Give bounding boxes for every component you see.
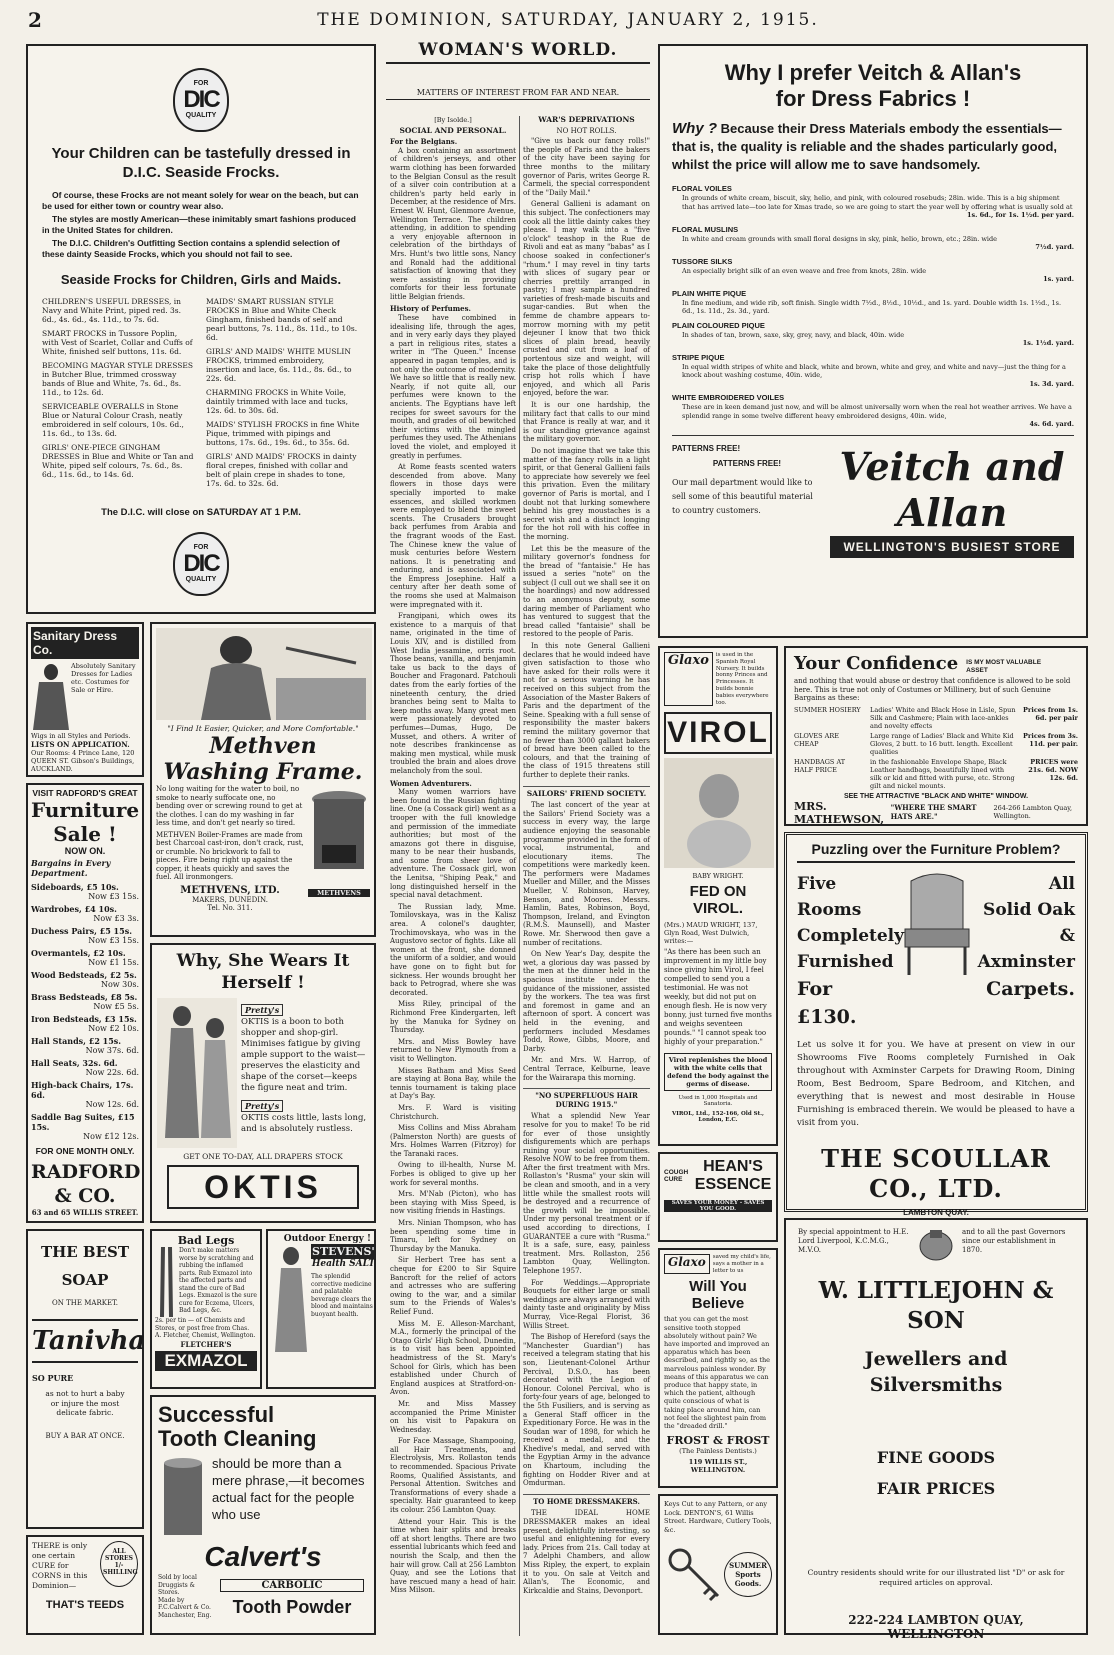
tooth-product: Tooth Powder	[232, 1597, 352, 1618]
article-paragraph: The Russian lady, Mme. Tomilovskaya, was in the Kalisz area. A colonel's daughter, Trochimovskaya, who was in the Augustovo sector of fights. Like all women at the front, she donned the uniform of a soldier, and would have gone on to fight but for sickness. Her wounds brought her back to Petrograd, where she was decorated.	[390, 902, 516, 997]
dic-item: GIRLS' AND MAIDS' FROCKS in dainty floral crepes, finished with collar and belt of plain crepe in shades to tone, 17s. 6d. to 32s. 6d.	[206, 452, 357, 488]
littlejohn-address: 222-224 LAMBTON QUAY, WELLINGTON	[848, 1613, 1024, 1641]
dic-item: GIRLS' ONE-PIECE GINGHAM DRESSES in Blue and White or Tan and White, piped self colours, 7s. 6d., 8s. 6d., 11s. 6d., to 14s. 6d.	[42, 443, 194, 479]
dressmakers-head: TO HOME DRESSMAKERS.	[523, 1494, 650, 1507]
veitch-item-body: In white and cream grounds with small floral designs in sky, pink, helio, brown, etc.; 28in. wide	[682, 234, 998, 243]
war-head: WAR'S DEPRIVATIONS	[538, 115, 635, 124]
radford-firm: RADFORD & CO.	[31, 1161, 141, 1207]
article-paragraph: Let this be the measure of the military governor's fondness for the bread of "fantaisie." He has issued a series "note" on the subject (I cull out we shall see it on the hoardings) and now addressed to an anonymous deputy, some daring member of Parliament who has ventured to suggest that the bread called "fantaisie" shall be restored to the people of Paris.	[523, 544, 650, 639]
article-paragraph: Mr. and Miss Massey accompanied the Prime Minister on his visit to Papakura on Wednesday.	[390, 1399, 516, 1434]
article-paragraph: A box containing an assortment of children's jerseys, and other warm clothing has been forwarded to the Belgian Consul as the result of a silver coin contribution at a children's party held early in December, at the residence of Mrs. Ernest W. Hunt, Glenmore Avenue, Wellington Terrace. The children attending, in addition to spending a very enjoyable afternoon in celebration of the birthdays of Mrs. Hunt's two little sons, Nancy and Ronald had the additional satisfaction of knowing that they were assisting in providing comforts for their less fortunate little Belgian friends.	[390, 146, 516, 301]
article-paragraph: "Give us back our fancy rolls!" the people of Paris and the bakers of the city have been saying for three months to the military governor of Paris, writes George R. Carmeli, the special correspondent of the "Daily Mail."	[523, 137, 650, 197]
mathewson-firm2: "WHERE THE SMART HATS ARE."	[890, 802, 977, 821]
key-illustration	[664, 1544, 724, 1604]
veitch-headline2: for Dress Fabrics !	[775, 86, 971, 111]
denton-body: Keys Cut to any Pattern, or any Lock. DENTON'S, 61 Willis Street. Hardware, Cutlery Tools, &c.	[664, 1500, 772, 1534]
sanitary-title: Sanitary Dress Co.	[31, 627, 139, 659]
veitch-item-price: 4s. 6d. yard.	[1029, 420, 1074, 428]
mathewson-address: 264-266 Lambton Quay, Wellington.	[993, 803, 1073, 820]
methven-badge: METHVENS	[308, 889, 370, 897]
radford-item-name: Overmantels, £2 10s.	[31, 948, 126, 958]
women-shopping-illustration	[157, 998, 237, 1148]
dic-item: CHARMING FROCKS in White Voile, daintily trimmed with lace and tucks, 12s. 6d. to 30s. 6d.	[206, 388, 349, 415]
veitch-item	[672, 321, 1074, 348]
radford-item-now-price: Now £3 3s.	[93, 914, 139, 923]
scoullar-ad	[784, 832, 1088, 1217]
radford-item	[31, 1112, 139, 1142]
virol-letter: (Mrs.) MAUD WRIGHT, 137, Glyn Road, West Dulwich, writes:—	[664, 921, 758, 946]
methven-ad	[150, 622, 376, 937]
mathewson-title: Your Confidence	[794, 653, 959, 674]
veitch-item-body: In fine medium, and wide rib, soft finish. Single width 7½d., 8½d., 10½d., and 1s. yard. Double width 1s. 1½d., 1s. 6d., 1s. 11d., 2s. 3d., yard.	[682, 298, 1062, 315]
scoullar-left2: Completely	[797, 926, 905, 946]
veitch-item	[672, 353, 1074, 389]
dic-logo	[173, 532, 229, 596]
article-paragraph: Owing to ill-health, Nurse M. Forbes is obliged to give up her work for several months.	[390, 1161, 516, 1187]
teeds-stamp: ALL STORES 1/- SHILLING	[100, 1541, 138, 1587]
scoullar-quay: LAMBTON QUAY.	[903, 1208, 969, 1217]
scoullar-firm: THE SCOULLAR CO., LTD.	[821, 1144, 1051, 1203]
article-paragraph: Mrs. Ninian Thompson, who has been spending some time in Timaru, left for Sydney on Thursday by the Manuka.	[390, 1219, 516, 1253]
sailors-head: SAILORS' FRIEND SOCIETY.	[523, 786, 650, 799]
badlegs-ad	[150, 1229, 262, 1389]
dic-items	[42, 297, 360, 493]
teeds-line2: THAT'S TEEDS	[45, 1599, 125, 1611]
woman-washing-illustration	[156, 628, 372, 720]
heans-cough: COUGH	[664, 1169, 689, 1176]
veitch-item-price: 7½d. yard.	[1035, 243, 1074, 251]
radford-item-name: Wardrobes, £4 10s.	[31, 904, 117, 914]
radford-item	[31, 882, 139, 902]
radford-address: 63 and 65 WILLIS STREET.	[31, 1208, 139, 1217]
veitch-item-body: In equal width stripes of white and black, white and brown, white and grey, and white and navy—just the thing for a knock about washing costume, 40in. wide,	[682, 362, 1066, 379]
dic-logo	[173, 68, 229, 132]
frost-body: that you can get the most sensitive tooth stopped absolutely without pain? We have imported and improved an apparatus which has been described, and rightly so, as the marvelous painless wonder. By means of this apparatus we can produce that happy state, in which the patient, although quite conscious of what is taking place around him, can not feel the slightest pain from the "dreaded drill."	[664, 1315, 771, 1431]
radford-ad	[26, 783, 144, 1223]
radford-visit: VISIT RADFORD'S GREAT	[32, 788, 138, 798]
dic-logo-mid: DIC	[183, 86, 219, 113]
virol-brand: VIROL	[664, 712, 772, 754]
scoullar-right2: Solid Oak &	[983, 900, 1075, 946]
virol-ad	[658, 646, 778, 1146]
article-paragraph: THE IDEAL HOME DRESSMAKER makes an ideal present, delightfully interesting, so useful and enlightening for every lady. Prices from 21s. Call today at 7 Adelphi Chambers, and allow Miss Ripley, the expert, to explain it to you. On sale at Veitch and Allan's, The Economic, and Kirkcaldie and Stains, Devonport.	[523, 1509, 650, 1595]
article-paragraph: The last concert of the year at the Sailors' Friend Society was a success in every way, the large audience enjoying the seasonable programme provided in the form of vocal, instrumental, and elocutionary items. The competitions were markedly keen. The performers were Madames Mueller and Miller, and the Misses Mueller, V. Robinson, Harvey, Benson, and Moores. Messrs. Hamlin, Bates, Robinson, Boyd, Thompson, Ireland, and Evington (R.M.S. Maunsell), and Master Rowe. Mr. Sherwood then gave a number of recitations.	[523, 801, 650, 947]
frost-ad	[658, 1248, 778, 1488]
littlejohn-goods: FINE GOODS	[876, 1448, 996, 1467]
radford-one-month: FOR ONE MONTH ONLY.	[35, 1146, 135, 1156]
radford-item-name: Hall Stands, £2 15s.	[31, 1036, 122, 1046]
tooth-made: Made by F.C.Calvert & Co. Manchester, Eng.	[158, 1596, 212, 1619]
women-head: Women Adventurers.	[390, 778, 472, 788]
virol-quote: "As there has been such an improvement in my little boy since giving him Virol, I feel compelled to send you a testimonial. He was not weekly, but did not put on enough flesh. He is now very bonny, just turned five months and weighs seventeen pounds." "I cannot speak too highly of your preparation."	[664, 948, 772, 1047]
masthead	[28, 8, 1088, 38]
scoullar-body: Let us solve it for you. We have at present on view in our Showrooms Five Rooms completely Furnished in Oak throughout with Axminster Carpets for Drawing Room, Dining Room, Best Bedroom, Spare Bedroom, and Kitchen, and everything that is newest and most desirable in House Furnishing is embraced therein. We would be pleased to have a visit from you.	[797, 1040, 1075, 1128]
perfumes-head: History of Perfumes.	[390, 304, 471, 314]
article-paragraph: At Rome feasts scented waters descended from above. Many flowers in those days were specially imported to make essences, and skilled workmen were employed to blend the sweet scents. The Crusaders brought back perfumes from Arabia and the fragrant woods of the East. The Chinese knew the value of musk centuries before Western nations. It is penetrating and enduring, and is associated with the Empress Josephine. Half a century after her death some of the rooms she used at Malmaison were impregnated with it.	[390, 463, 516, 609]
mathewson-row-price: Prices from 3s. 11d. per pair.	[1023, 731, 1078, 748]
mathewson-row	[794, 732, 1078, 756]
oktis-headline: Why, She Wears It Herself !	[176, 951, 350, 993]
dic-item: GIRLS' AND MAIDS' WHITE MUSLIN FROCKS, trimmed embroidery, insertion and lace, 6s. 11d., 8s. 6d., to 22s. 6d.	[206, 347, 352, 383]
tooth-line1: Successful	[158, 1402, 275, 1427]
heans-essence: ESSENCE	[694, 1176, 772, 1193]
radford-item	[31, 1036, 139, 1056]
legs-illustration	[155, 1247, 177, 1317]
dic-item: CHILDREN'S USEFUL DRESSES, in Navy and White Print, piped red. 3s. 6d., 4s. 6d., 4s. 11d., to 7s. 6d.	[42, 297, 182, 324]
article-paragraph: Attend your Hair. This is the time when hair splits and breaks off at short lengths. There are two essential lubricants which feed and nourish the Scalp, and then the hair will grow. Call at 256 Lambton Quay, and see the Lotions that have rescued many a head of hair. Miss Milson.	[390, 1517, 516, 1595]
article-paragraph: Miss Riley, principal of the Richmond Free Kindergarten, left by the Manuka for Sydney on Thursday.	[390, 1000, 516, 1035]
veitch-item-price: 1s. yard.	[1043, 275, 1074, 283]
radford-now-on: NOW ON.	[64, 846, 106, 856]
calverts-ad	[150, 1395, 376, 1635]
dic-para1: Of course, these Frocks are not meant solely for wear on the beach, but can be used for either town or country wear also.	[42, 190, 359, 211]
tooth-sold: Sold by local Druggists & Stores.	[158, 1574, 197, 1596]
littlejohn-firm: W. LITTLEJOHN & SON	[818, 1277, 1054, 1334]
veitch-item-head: WHITE EMBROIDERED VOILES	[672, 393, 785, 402]
dic-logo-bottom: QUALITY	[185, 112, 217, 119]
veitch-why: Why ?	[672, 120, 717, 137]
littlejohn-ad	[784, 1218, 1088, 1641]
radford-item	[31, 970, 139, 990]
stevens-title: Outdoor Energy !	[283, 1234, 371, 1244]
tanivha-title2: SOAP	[61, 1271, 109, 1289]
article-paragraph: Misses Batham and Miss Seed are staying at Bona Bay, while the tennis tournament is taking place at Day's Bay.	[390, 1066, 516, 1101]
tin-illustration	[158, 1455, 208, 1540]
column-divider	[519, 116, 520, 1636]
mathewson-row-category: GLOVES ARE CHEAP	[794, 731, 840, 748]
stevens-body: The splendid corrective medicine and palatable beverage clears the blood and maintains buoyant health.	[311, 1273, 373, 1318]
article-paragraph: Mrs. M'Nab (Picton), who has been staying with Miss Speed, is now visiting friends in Hastings.	[390, 1190, 516, 1216]
veitch-item-body: In grounds of white cream, biscuit, sky, helio, and pink, with coloured rosebuds; 28in. wide. This is a big shipment that has arrived late—too late for Xmas trade, so we are going to start the year well by offering what is usually sold at	[682, 194, 1073, 211]
oktis-p2: OKTIS costs little, lasts long, and is absolutely rustless.	[241, 1113, 367, 1134]
scoullar-right4: Carpets.	[986, 978, 1075, 1000]
article-paragraph: Miss M. E. Alleson-Marchant, M.A., formerly the principal of the Otago Girls' High School, Dunedin, is to visit has been appointed headmistress of the St. Mary's School for Girls, which has been established under Church of England auspices at Stratford-on-Avon.	[390, 1319, 516, 1397]
mathewson-row-price: PRICES were 21s. 6d. NOW 12s. 6d.	[1028, 757, 1078, 782]
radford-item-now-price: Now £5 5s.	[93, 1002, 139, 1011]
methven-title: Methven Washing Frame.	[163, 733, 363, 785]
veitch-item-head: FLORAL VOILES	[672, 184, 732, 193]
radford-item	[31, 926, 139, 946]
mathewson-row-description: Large range of Ladies' Black and White Kid Gloves, 2 butt. to 16 butt. length. Excellent qualities	[870, 731, 1014, 756]
mathewson-row-price: Prices from 1s. 6d. per pair	[1023, 705, 1078, 722]
methven-body: No long waiting for the water to boil, no smoke to nearly suffocate one, no bending over or screwing round to get at the clothes. I can do my washing in far less time, and don't get nearly so tired.	[156, 785, 303, 827]
glaxo-note: is used in the Spanish Royal Nursery. It builds bonny Princes and Princesses. It builds bonnie babies everywhere too.	[715, 652, 769, 706]
veitch-item	[672, 184, 1074, 220]
tanivha-market: ON THE MARKET.	[52, 1299, 118, 1307]
article-paragraph: What a splendid New Year resolve for you to make! To be rid for ever of those unsightly disfigurements which are perhaps ruining your social opportunities. Resolve NOW to be free from them. After the first treatment with Mrs. Rollaston's "Rusma" your skin will be clean and smooth, and in a very little while the smallest roots will be destroyed and a recurrence of the growth will be impossible. Under my personal treatment or if used according to directions, I GUARANTEE a cure with "Rusma." It is a safe, sure, easy, painless treatment. Mrs. Rollaston, 256 Lambton Quay, Wellington. Telephone 1957.	[523, 1112, 650, 1275]
radford-item	[31, 948, 139, 968]
virol-baby: BABY WRIGHT.	[692, 872, 744, 881]
dic-para2: The styles are mostly American—these inimitably smart fashions produced in the United States for children.	[42, 214, 356, 235]
hair-head: "NO SUPERFLUOUS HAIR DURING 1915."	[523, 1088, 650, 1109]
littlejohn-sub: Jewellers and Silversmiths	[864, 1348, 1008, 1396]
radford-item-now-price: Now £12 12s.	[83, 1132, 139, 1141]
social-head: SOCIAL AND PERSONAL.	[399, 125, 507, 135]
veitch-item	[672, 393, 1074, 429]
tooth-body: should be more than a mere phrase,—it becomes actual fact for the people who use	[212, 1456, 365, 1522]
article-paragraph: On New Year's Day, despite the wet, a glorious day was passed by the men at the dinner held in the spacious institute under the guidance of the missioner, assisted by the workers. The tea was first and foremost in game and an afternoon of sport. A concert was held in the evening, and performers included Mesdames Todd, Rowe, Gibbs, Moore, and Darby.	[523, 950, 650, 1053]
dic-item: MAIDS' STYLISH FROCKS in fine White Pique, trimmed with pipings and buttons, 17s. 6d., 19s. 6d., to 35s. 6d.	[206, 420, 360, 447]
littlejohn-governors: and to all the past Governors since our establishment in 1870.	[962, 1228, 1066, 1254]
radford-item-name: Duchess Pairs, £5 15s.	[31, 926, 132, 936]
tooth-line2: Tooth Cleaning	[158, 1426, 317, 1451]
radford-item-now-price: Now 12s. 6d.	[85, 1100, 139, 1109]
dic-headline: Your Children can be tastefully dressed in D.I.C. Seaside Frocks.	[51, 145, 351, 181]
mathewson-row-category: SUMMER HOSIERY	[794, 705, 861, 714]
baby-photo	[664, 758, 774, 868]
badlegs-price: 2s. per tin — of Chemists and Stores, or post free from Chas. A. Fletcher, Chemist, Wellington.	[155, 1317, 256, 1339]
article-column-right	[523, 116, 650, 1636]
mathewson-row-category: HANDBAGS AT HALF PRICE	[794, 757, 846, 774]
teeds-line1: THERE is only one certain CURE for CORNS in this Dominion—	[32, 1541, 88, 1590]
teeds-ad	[26, 1535, 144, 1635]
sanitary-ad	[26, 622, 144, 777]
article-paragraph: It is our one hardship, the military fact that calls to our mind that France is really at war, and it is our standing grievance against the military governor.	[523, 401, 650, 444]
scoullar-right3: Axminster	[977, 952, 1075, 972]
denton-ad	[658, 1494, 778, 1635]
glaxo-logo: Glaxo	[664, 1254, 710, 1274]
tanivha-title: THE BEST	[40, 1243, 130, 1261]
stevens-product: Health SALT	[311, 1259, 375, 1269]
veitch-allan-ad	[658, 44, 1088, 638]
littlejohn-appointment: By special appointment to H.E. Lord Liverpool, K.C.M.G., M.V.O.	[798, 1228, 909, 1254]
dic-items-right	[206, 297, 360, 493]
methven-maker2: MAKERS, DUNEDIN.	[192, 895, 268, 904]
veitch-because: Because their Dress Materials embody the essentials—that is, the quality is reliable and the shades particularly good, whilst the price will allow me to save handsomely.	[672, 121, 1062, 172]
article-paragraph: In this note General Gallieni declares that he would indeed have given satisfaction to those who have asked for their rolls were it not for a serious warning he has received on this subject from the Association of the Master Bakers of Paris and the department of the Seine. Speaking with a full sense of responsibility the master bakers remind the military governor that no fewer than 3000 gallant bakers of bread have been called to the colours, and that the training of the class of 1915 threatens still further to deplete their ranks.	[523, 642, 650, 779]
heans-cure: CURE	[664, 1176, 683, 1183]
article-paragraph: Mrs. and Miss Bowley have returned to New Plymouth from a visit to Wellington.	[390, 1037, 516, 1063]
veitch-item-head: STRIPE PIQUE	[672, 352, 725, 362]
oktis-pretty-logo: Pretty's	[241, 1004, 283, 1016]
frost-firm: FROST & FROST	[666, 1434, 770, 1448]
heans-ad	[658, 1152, 778, 1242]
sanitary-body2: Wigs in all Styles and Periods.	[31, 732, 131, 740]
dic-logo-top: FOR	[193, 80, 209, 87]
radford-item-now-price: Now £3 15s.	[88, 892, 139, 901]
mathewson-rows	[794, 706, 1078, 790]
dic-ad	[26, 44, 376, 614]
exmazol-brand: EXMAZOL	[155, 1351, 257, 1371]
radford-item-now-price: Now 22s. 6d.	[85, 1068, 139, 1077]
veitch-mail: Our mail department would like to sell some of this beautiful material to country customers.	[672, 477, 813, 515]
littlejohn-country: Country residents should write for our illustrated list "D" or ask for required articles on approval.	[807, 1568, 1065, 1587]
section-title: WOMAN'S WORLD.	[386, 40, 650, 64]
badlegs-title: Bad Legs	[177, 1234, 235, 1247]
frost-sub: (The Painless Dentists.)	[679, 1447, 757, 1456]
veitch-item	[672, 225, 1074, 252]
dic-items-left	[42, 297, 196, 493]
mathewson-row-description: Ladies' White and Black Hose in Lisle, Spun Silk and Cashmere; Plain with lace-ankles and novelty effects	[870, 705, 1016, 730]
oktis-get: GET ONE TO-DAY, ALL DRAPERS STOCK	[183, 1152, 343, 1161]
sanitary-address: Our Rooms: 4 Prince Lane, 120 QUEEN ST. Gibson's Buildings, AUCKLAND.	[31, 749, 135, 773]
badlegs-maker: FLETCHER'S	[180, 1339, 232, 1349]
patterns-free: PATTERNS FREE!	[672, 443, 741, 453]
mathewson-row-description: in the fashionable Envelope Shape, Black Leather handbags, beautifully lined with silk or kid and fitted with purse, etc. Strong gilt and nickel mounts.	[870, 757, 1015, 790]
veitch-item-price: 1s. 3d. yard.	[1029, 379, 1074, 388]
frost-headline: Will You Believe	[689, 1278, 747, 1313]
veitch-item-head: TUSSORE SILKS	[672, 256, 733, 266]
stevens-brand: STEVENS'	[312, 1245, 375, 1258]
radford-item	[31, 992, 139, 1012]
veitch-item-head: FLORAL MUSLINS	[672, 224, 739, 234]
radford-item-now-price: Now £2 10s.	[88, 1024, 139, 1033]
calverts-brand: Calvert's	[204, 1541, 322, 1572]
dic-para3: The D.I.C. Children's Outfitting Section contains a splendid selection of these dainty Seaside Frocks, which you should not fail to see.	[42, 238, 340, 259]
dic-item: BECOMING MAGYAR STYLE DRESSES in Butcher Blue, trimmed crossway bands of Blue and White, 7s. 6d., 8s. 11d., to 12s. 6d.	[42, 361, 194, 397]
copper-boiler-illustration	[308, 785, 370, 885]
mathewson-body: and nothing that would abuse or destroy that confidence is allowed to be sold here. This is true not only of Costumes or Millinery, but of such Genuine Bargains as these:	[794, 677, 1071, 702]
veitch-item-price: 1s. 6d., for 1s. 1½d. per yard.	[966, 211, 1074, 219]
oktis-ad	[150, 943, 376, 1223]
figure-illustration	[31, 662, 71, 732]
radford-item-name: Wood Bedsteads, £2 5s.	[31, 970, 137, 980]
virol-box: Virol replenishes the blood with the white cells that defend the body against the germs of disease.	[664, 1053, 772, 1091]
royal-crest-icon	[916, 1228, 956, 1262]
radford-item-now-price: Now £3 15s.	[88, 936, 139, 945]
tanivha-buy: BUY A BAR AT ONCE.	[45, 1431, 125, 1440]
scoullar-left3: Furnished	[797, 952, 894, 972]
page-number: 2	[28, 8, 42, 32]
patterns-free-2: PATTERNS FREE!	[712, 458, 782, 468]
heans-brand: HEAN'S	[703, 1158, 763, 1175]
veitch-headline1: Why I prefer Veitch & Allan's	[724, 60, 1022, 85]
radford-bargains: Bargains in Every Department.	[31, 858, 111, 878]
article-paragraph: Frangipani, which owes its existence to a marquis of that name, originated in the time of Louis XIV, and is distilled from West India jessamine, orris root. Those beans, vanilla, and benjamin take us back to the days of Boucher and Fragonard. Patchouli dates from the early forties of the nineteenth century, the dried branches being sent to Malta to keep moths away. Many great men were passionately devoted to perfumes—Dumas, Hugo, De Musset, and others. A writer of note describes frankincense as making men mystical, while musk troubled the brain and aloes drove melancholy from the soul.	[390, 612, 516, 775]
article-paragraph: Do not imagine that we take this matter of the fancy rolls in a light spirit, or that General Gallieni fails to appreciate how severely we feel this privation. Even the military governor of Paris is mortal, and I doubt not that lurking somewhere behind his grey moustaches is a secret wish and a distinct longing for the hot roll with his coffee in the morning.	[523, 446, 650, 541]
scoullar-right1: All	[1048, 874, 1075, 894]
tooth-carbolic: CARBOLIC	[220, 1579, 364, 1592]
methven-maker: METHVENS, LTD.	[180, 884, 280, 896]
radford-item-name: Brass Bedsteads, £8 5s.	[31, 992, 138, 1002]
virol-fed: FED ON VIROL.	[689, 883, 747, 918]
veitch-item	[672, 257, 1074, 284]
radford-item	[31, 1014, 139, 1034]
oktis-pretty-logo: Pretty's	[241, 1100, 283, 1112]
radford-item-now-price: Now £1 15s.	[88, 958, 139, 967]
article-paragraph: These have combined in idealising life, through the ages, and in very early days they played a part in religious rites, states a writer in "The Queen." Incense appeared in pagan temples, and is not only the outcome of modernity. We have so little that is really new. Nearly, if not quite all, our perfumes were known to the ancients. The Egyptians have left recipes for sweet savours for the mouth, and grades of oil bewitched their victims with the mingled perfumes they used. The Athenians loved the violet, and employed it greatly in perfumes.	[390, 314, 516, 460]
masthead-title: THE DOMINION, SATURDAY, JANUARY 2, 1915.	[317, 10, 819, 30]
radford-item	[31, 904, 139, 924]
article-paragraph: The Bishop of Hereford (says the "Manchester Guardian") has received a telegram stating that his son, Lieutenant-Colonel Arthur Percival, D.S.O., has been decorated with the Legion of Honour. Colonel Percival, who is forty-four years of age, belonged to the 5th Fusiliers, and is serving as a General Staff officer in the Expeditionary Force. He was in the Soudan war of 1898, for which he received a medal, and the Khedive's medal, and served with the Egyptian Army in the advance on Khartoum, including the fighting on Hodder River and at Omdurman.	[523, 1333, 650, 1488]
dic-item: MAIDS' SMART RUSSIAN STYLE FROCKS in Blue and White Check Gingham, finished bands of self and pearl buttons, 7s. 11d., 8s. 11d., to 10s. 6d.	[206, 297, 358, 342]
radford-item	[31, 1058, 139, 1078]
dic-item: SERVICEABLE OVERALLS in Stone Blue or Natural Colour Crash, neatly embroidered in self colours, 10s. 6d., 11s. 6d., to 13s. 6d.	[42, 402, 184, 438]
tanivha-pure: SO PURE	[32, 1373, 74, 1383]
article-paragraph: For Face Massage, Shampooing, all Hair Treatments, and Electrolysis, Mrs. Rollaston tends to recommended. Spacious Private Rooms, Qualified Assistants, and Personal Attention. Switches and Transformations of every shade a specialty. Hair guaranteed to keep its colour. 256 Lambton Quay.	[390, 1437, 516, 1515]
frost-address: 119 WILLIS ST., WELLINGTON.	[688, 1458, 748, 1475]
veitch-item-body: These are in keen demand just now, and will be almost universally worn when the real hot weather arrives. We have a splendid range in some twelve different heavy embroidered designs, 40in. wide,	[682, 403, 1072, 420]
methven-caption: "I Find It Easier, Quicker, and More Comfortable."	[167, 724, 359, 733]
veitch-item	[672, 289, 1074, 316]
veitch-logo: Veitch and Allan	[839, 443, 1065, 535]
stevens-ad	[266, 1229, 376, 1389]
methven-telephone: Tel. No. 311.	[207, 903, 253, 912]
dic-subhead: Seaside Frocks for Children, Girls and Maids.	[60, 272, 342, 287]
tanivha-harm: as not to hurt a baby or injure the most delicate fabric.	[45, 1389, 125, 1417]
virol-used: Used in 1,000 Hospitals and Sanatoria.	[678, 1095, 758, 1108]
article-paragraph: For Weddings.—Appropriate Bouquets for either large or small weddings are always arranged with dainty taste and originality by Miss Murray, Vice-Regal Florist, 36 Willis Street.	[523, 1278, 650, 1330]
radford-item-name: High-back Chairs, 17s. 6d.	[31, 1080, 134, 1100]
matters-head: MATTERS OF INTEREST FROM FAR AND NEAR.	[386, 88, 650, 100]
radford-item-now-price: Now 37s. 6d.	[85, 1046, 139, 1055]
sanitary-body: Absolutely Sanitary Dresses for Ladies etc. Costumes for Sale or Hire.	[71, 662, 136, 694]
dic-closing: The D.I.C. will close on SATURDAY AT 1 P.M.	[101, 507, 301, 518]
scoullar-left1: Five Rooms	[797, 874, 862, 920]
article-paragraph: General Gallieni is adamant on this subject. The confectioners may cook all the little dainty cakes they please. I may walk into a "five o'clock" teashop in the Rue de Rivoli and eat as many "babas" as I choose soaked in confectioner's "rhum." I may revel in tiny tarts with slices of sugary pear or cherries prettily arranged in pastry; I may sample a hundred varieties of fresh-made biscuits and sugar-candies. But when the femme de chambre appears to-morrow morning with my petit dejeuner I know that two thick slices of plain bread, heavily crusted and cut from a loaf of portentous size and weight, will take the place of those delightfully crisp hot rolls which I have enjoyed, and which all Paris enjoyed, before the war.	[523, 200, 650, 398]
badlegs-body: Don't make matters worse by scratching and rubbing the inflamed parts. Rub Exmazol into the affected parts and stand the cure of Bad Legs. Exmazol is the sure cure for Eczema, Ulcers, Bad Legs, &c.	[179, 1247, 257, 1314]
veitch-item-body: In shades of tan, brown, saxe, sky, grey, navy, and black, 40in. wide	[682, 330, 905, 339]
scoullar-headline: Puzzling over the Furniture Problem?	[797, 841, 1075, 863]
byline: [By Isolde.]	[434, 116, 472, 124]
article-paragraph: Mrs. F. Ward is visiting Christchurch.	[390, 1103, 516, 1121]
radford-items	[31, 882, 139, 1142]
mathewson-firm: MRS. MATHEWSON,	[794, 799, 885, 826]
methven-body2: METHVEN Boiler-Frames are made from best Charcoal cast-iron, don't crack, rust, or crumble. No brickwork to fall to pieces. Fire being right up against the copper, it heats quickly and saves the fuel. All ironmongers.	[156, 830, 304, 881]
mathewson-note: IS MY MOST VALUABLE ASSET	[966, 659, 1042, 674]
tanivha-brand: Tanivha	[32, 1319, 138, 1363]
veitch-items	[672, 184, 1074, 429]
oktis-brand: OKTIS	[167, 1165, 359, 1209]
radford-headline: Furniture Sale !	[31, 798, 140, 846]
woman-outdoor-illustration	[271, 1244, 311, 1354]
radford-item-now-price: Now 30s.	[100, 980, 139, 989]
dic-item: SMART FROCKS in Tussore Poplin, with Vest of Scarlet, Collar and Cuffs of White, finished self buttons, 11s. 6d.	[42, 329, 193, 356]
dic-logo-top: FOR	[193, 544, 209, 551]
veitch-item-head: PLAIN WHITE PIQUE	[672, 288, 747, 298]
virol-address: VIROL, Ltd., 152-166, Old St., London, E.C.	[672, 1111, 764, 1124]
scoullar-left4: For £130.	[797, 978, 857, 1028]
veitch-item-head: PLAIN COLOURED PIQUE	[672, 320, 765, 330]
glaxo-logo: Glaxo	[664, 652, 713, 706]
mathewson-row	[794, 706, 1078, 730]
war-sub: NO HOT ROLLS.	[556, 126, 617, 135]
belgians-head: For the Belgians.	[390, 137, 458, 147]
radford-item-name: Saddle Bag Suites, £15 15s.	[31, 1112, 135, 1132]
article-column-left	[390, 116, 516, 1636]
dic-logo-bottom: QUALITY	[185, 576, 217, 583]
radford-item-name: Sideboards, £5 10s.	[31, 882, 119, 892]
veitch-store-banner: WELLINGTON'S BUSIEST STORE	[830, 536, 1074, 558]
mathewson-ad	[784, 646, 1088, 826]
glaxo-note: saved my child's life, says a mother in a letter to us	[712, 1254, 771, 1274]
radford-item	[31, 1080, 139, 1110]
sanitary-lists: LISTS ON APPLICATION.	[31, 740, 130, 749]
oktis-p1: OKTIS is a boon to both shopper and shop-girl. Minimises fatigue by giving ample support to the waist—preserves the elasticity and shape of the corset—keeps the figure neat and trim.	[241, 1017, 366, 1093]
tanivha-ad	[26, 1229, 144, 1529]
veitch-item-body: An especially bright silk of an even weave and free from knots, 28in. wide	[682, 266, 927, 275]
denton-summer: SUMMER Sports Goods.	[724, 1552, 772, 1597]
chair-illustration	[897, 871, 977, 981]
mathewson-row	[794, 758, 1078, 790]
littlejohn-prices: FAIR PRICES	[876, 1479, 996, 1498]
veitch-item-price: 1s. 1½d. yard.	[1022, 339, 1074, 347]
article-paragraph: Many women warriors have been found in the Russian fighting line. One (a Cossack girl) went as a trooper with the full knowledge and permission of the immediate authorities; but most of the amazons got there in disguise, many to be near their husbands, and some from sheer love of adventure. The Cossack girl, won the Lenitsa, "Shiping Peak," and long distinguished herself in the special naval detachment.	[390, 788, 516, 900]
article-paragraph: Mr. and Mrs. W. Harrop, of Central Terrace, Kelburne, leave for the Wairarapa this morning.	[523, 1056, 650, 1082]
radford-item-name: Hall Seats, 32s. 6d.	[31, 1058, 118, 1068]
article-paragraph: Sir Herbert Tree has sent a cheque for £200 to Sir Squire Bancroft for the relief of actors and actresses who are suffering owing to the war, and a similar sum to the Friends of Wales's Relief Fund.	[390, 1256, 516, 1316]
radford-item-name: Iron Bedsteads, £3 15s.	[31, 1014, 137, 1024]
article-paragraph: Miss Collins and Miss Abraham (Palmerston North) are guests of Mrs. Holmes Warren (Fitzroy) for the Taranaki races.	[390, 1124, 516, 1158]
heans-saves: SAVES YOUR MONEY - SAVES YOU GOOD.	[664, 1200, 772, 1212]
mathewson-window: SEE THE ATTRACTIVE "BLACK AND WHITE" WINDOW.	[843, 792, 1029, 800]
dic-logo-mid: DIC	[183, 550, 219, 577]
